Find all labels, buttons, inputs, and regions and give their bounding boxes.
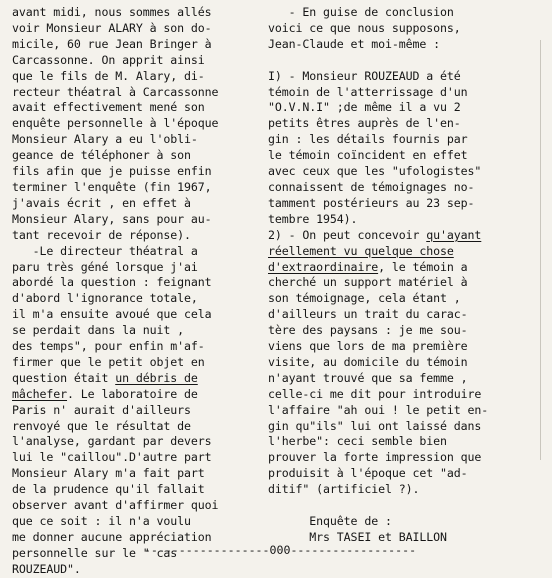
text-line — [12, 387, 244, 403]
text-line: ditif" (artificiel ?). — [268, 482, 420, 497]
blank-line — [268, 498, 540, 514]
text-line — [12, 371, 244, 387]
text-line: voici ce que nous supposons, — [268, 20, 461, 35]
text-line: voir Monsieur ALARY à son do- — [12, 20, 212, 35]
line-end: , le témoin a — [378, 259, 468, 274]
page-edge-shadow — [540, 40, 541, 460]
text-line: cherché un support matériel à — [268, 275, 468, 290]
text-line — [268, 228, 540, 244]
text-line: fils afin que je puisse enfin — [12, 164, 212, 179]
text-line: n'ayant trouvé que sa femme , — [268, 370, 468, 385]
line-start: question était — [12, 370, 116, 385]
text-line: terminer l'enquête (fin 1967, — [12, 179, 212, 194]
text-line: -Le directeur théatral a — [12, 243, 198, 258]
underlined-word: mâchefer — [12, 386, 68, 401]
underlined-phrase: un débris de — [115, 370, 198, 385]
text-line: le témoin coïncident en effet — [268, 148, 468, 163]
line-end: . Le laboratoire de — [67, 386, 198, 401]
text-line: d'abord l'ignorance totale, — [12, 291, 198, 306]
right-column — [268, 5, 540, 546]
text-line: tembre 1954). — [268, 211, 358, 226]
text-line: firmer que le petit objet en — [12, 354, 205, 369]
text-line: renvoyé que le résultat de — [12, 418, 191, 433]
text-line: gin qu"ils" lui ont laissé dans — [268, 418, 482, 433]
text-line: tant recevoir de réponse). — [12, 227, 191, 242]
underlined-line: réellement vu quelque chose — [268, 243, 454, 258]
text-line: personnelle sur le " cas — [12, 545, 178, 560]
underlined-phrase: qu'ayant — [426, 227, 482, 242]
underlined-phrase: d'extraordinaire — [268, 259, 379, 274]
text-line: d'ailleurs un trait du carac- — [268, 307, 468, 322]
text-line: se perdait dans la nuit , — [12, 323, 185, 338]
text-line: son témoignage, cela étant , — [268, 291, 461, 306]
text-line: "O.V.N.I" ;de même il a vu 2 — [268, 100, 461, 115]
text-line: geance de téléphoner à son — [12, 148, 191, 163]
left-column — [12, 5, 244, 578]
text-line: Monsieur Alary a eu l'obli- — [12, 132, 198, 147]
text-line: de la prudence qu'il fallait — [12, 482, 205, 497]
text-line: il m'a ensuite avoué que cela — [12, 307, 212, 322]
text-line: connaissent de témoignages no- — [268, 179, 475, 194]
text-line: avant midi, nous sommes allés — [12, 5, 212, 19]
signature-names: Mrs TASEI et BAILLON — [268, 529, 447, 544]
text-line: tamment postérieurs au 23 sep- — [268, 195, 475, 210]
text-line: recteur théatral à Carcassonne — [12, 84, 219, 99]
blank-line — [268, 53, 540, 69]
text-line: visite, au domicile du témoin — [268, 354, 468, 369]
text-line: tère des paysans : je me sou- — [268, 323, 468, 338]
text-line: ROUZEAUD". — [12, 561, 81, 576]
text-line: que ce soit : il n'a voulu — [12, 514, 191, 528]
text-line: l'herbe": ceci semble bien — [268, 434, 447, 449]
text-line: - En guise de conclusion — [268, 5, 454, 19]
text-line: me donner aucune appréciation — [12, 529, 212, 544]
text-line: Jean-Claude et moi-même : — [268, 36, 441, 51]
text-line: témoin de l'atterrissage d'un — [268, 84, 468, 99]
text-line: lui le "caillou".D'autre part — [12, 450, 212, 465]
text-line: des temps", pour enfin m'af- — [12, 339, 205, 354]
text-line: l'analyse, gardant par devers — [12, 434, 212, 449]
text-line: Monsieur Alary, sans pour au- — [12, 211, 212, 226]
text-line: gin : les détails fournis par — [268, 132, 468, 147]
text-line: enquête personnelle à l'époque — [12, 116, 219, 131]
text-line: Paris n' aurait d'ailleurs — [12, 402, 191, 417]
text-line: produisit à l'époque cet "ad- — [268, 466, 468, 481]
text-line: l'affaire "ah oui ! le petit en- — [268, 402, 489, 417]
line-start: 2) - On peut concevoir — [268, 227, 427, 242]
text-line: petits êtres auprès de l'en- — [268, 116, 461, 131]
text-line: observer avant d'affirmer quoi — [12, 498, 219, 513]
text-line: paru très géné lorsque j'ai — [12, 259, 198, 274]
text-line — [268, 260, 540, 276]
text-line: micile, 60 rue Jean Bringer à — [12, 36, 212, 51]
text-line: abordé la question : feignant — [12, 275, 212, 290]
text-line: prouver la forte impression que — [268, 450, 482, 465]
signature-heading: Enquête de : — [268, 514, 392, 528]
text-line: celle-ci me dit pour introduire — [268, 386, 482, 401]
section-divider: ------------------000------------------ — [143, 543, 417, 557]
text-line: Monsieur Alary m'a fait part — [12, 466, 205, 481]
text-line: Carcassonne. On apprit ainsi — [12, 52, 205, 67]
text-line: viens que lors de ma première — [268, 339, 468, 354]
text-line: avait effectivement mené son — [12, 100, 205, 115]
text-line: que le fils de M. Alary, di- — [12, 68, 205, 83]
text-line: avec ceux que les "ufologistes" — [268, 164, 482, 179]
text-line: j'avais écrit , en effet à — [12, 195, 191, 210]
text-line: I) - Monsieur ROUZEAUD a été — [268, 68, 461, 83]
